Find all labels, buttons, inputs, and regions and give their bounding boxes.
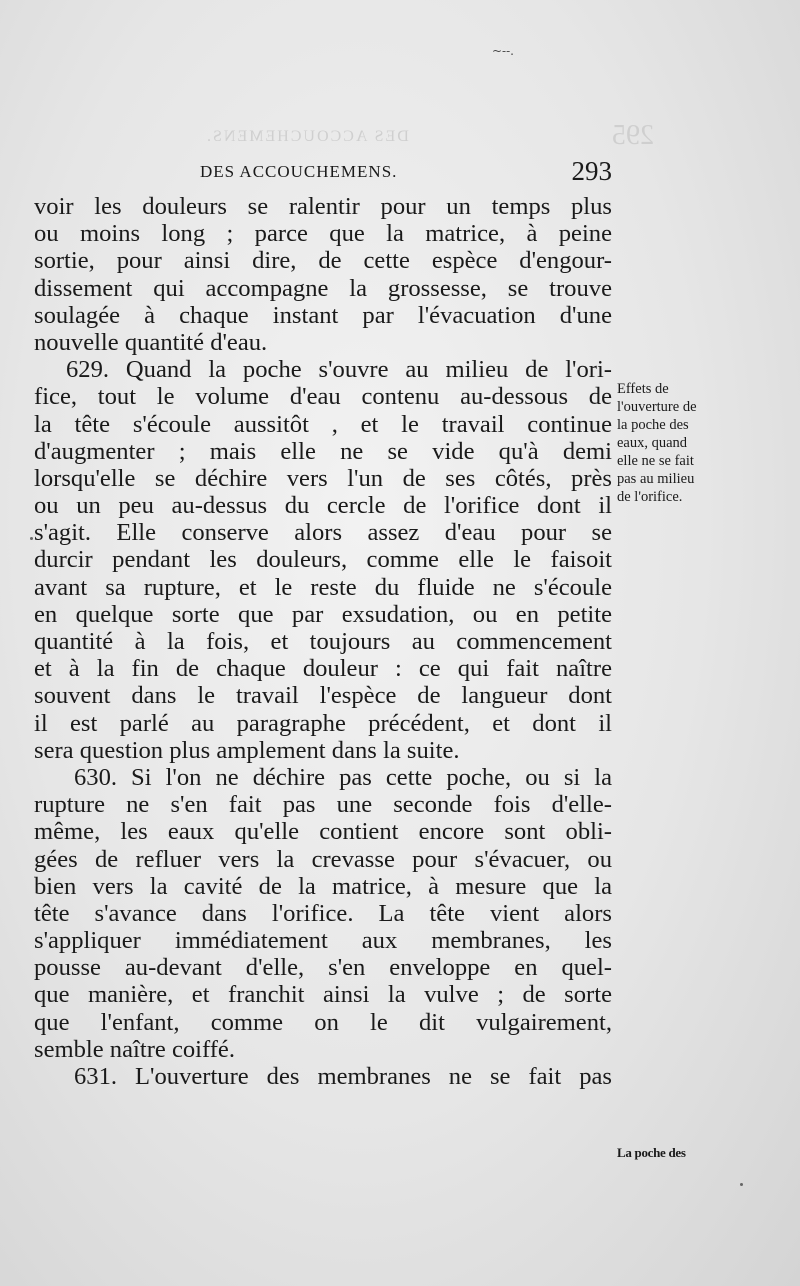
margin-note-line: la poche des	[617, 417, 689, 433]
main-text	[34, 193, 612, 1090]
text-line: que manière, et franchit ainsi la vulve ; de sorte	[34, 981, 612, 1009]
text-line: tête s'avance dans l'orifice. La tête vient alors	[34, 899, 612, 927]
margin-note-line: de l'orifice.	[617, 489, 683, 505]
text-line: semble naître coiffé.	[34, 1035, 235, 1063]
page-number: 293	[571, 156, 612, 186]
margin-note-poche	[617, 1144, 737, 1162]
text-line: en quelque sorte que par exsudation, ou en petite	[34, 600, 612, 628]
margin-note-line: pas au milieu	[617, 471, 695, 487]
paragraph-630-start: 630. Si l'on ne déchire pas cette poche, ou si la	[74, 763, 612, 791]
paragraph-629-start: 629. Quand la poche s'ouvre au milieu de l'ori-	[66, 356, 612, 384]
text-line: et à la fin de chaque douleur : ce qui fait naître	[34, 655, 612, 683]
margin-note-effets	[617, 380, 737, 506]
text-line: sortie, pour ainsi dire, de cette espèce d'engour-	[34, 247, 612, 275]
text-line: que l'enfant, comme on le dit vulgairement,	[34, 1008, 612, 1036]
text-line: sera question plus amplement dans la suite.	[34, 736, 460, 764]
text-line: voir les douleurs se ralentir pour un temps plus	[34, 193, 612, 220]
running-header	[200, 158, 612, 188]
text-line: ou un peu au-dessus du cercle de l'orifice dont il	[34, 492, 612, 520]
text-line: s'agit. Elle conserve alors assez d'eau pour se	[34, 519, 612, 547]
text-line: ou moins long ; parce que la matrice, à peine	[34, 220, 612, 248]
ink-speck	[30, 537, 33, 540]
paragraph-631-start: 631. L'ouverture des membranes ne se fait pas	[74, 1063, 612, 1090]
text-line: rupture ne s'en fait pas une seconde fois d'elle-	[34, 791, 612, 819]
text-line: soulagée à chaque instant par l'évacuation d'une	[34, 301, 612, 329]
margin-note-line: l'ouverture de	[617, 399, 697, 415]
text-line: souvent dans le travail l'espèce de langueur dont	[34, 682, 612, 710]
ink-speck	[740, 1183, 743, 1186]
text-line: dissement qui accompagne la grossesse, se trouve	[34, 274, 612, 302]
text-line: s'appliquer immédiatement aux membranes, les	[34, 927, 612, 955]
text-line: bien vers la cavité de la matrice, à mesure que la	[34, 872, 612, 900]
ink-mark: ~--.	[492, 44, 514, 58]
text-line: avant sa rupture, et le reste du fluide ne s'écoule	[34, 573, 612, 601]
running-title: DES ACCOUCHEMENS.	[200, 162, 398, 181]
text-line: il est parlé au paragraphe précédent, et dont il	[34, 709, 612, 737]
text-line: gées de refluer vers la crevasse pour s'évacuer, ou	[34, 845, 612, 873]
text-line: durcir pendant les douleurs, comme elle le faisoit	[34, 546, 612, 574]
margin-note-line: La poche des	[617, 1145, 686, 1160]
text-line: fice, tout le volume d'eau contenu au-dessous de	[34, 383, 612, 411]
margin-note-line: elle ne se fait	[617, 453, 694, 469]
text-line: la tête s'écoule aussitôt , et le travail continue	[34, 410, 612, 438]
text-line: quantité à la fois, et toujours au commencement	[34, 628, 612, 655]
text-line: nouvelle quantité d'eau.	[34, 328, 268, 356]
text-line: même, les eaux qu'elle contient encore sont obli-	[34, 818, 612, 846]
bleed-through-page-number: 295	[612, 120, 654, 151]
bleed-through-title: DES ACCOUCHEMENS.	[205, 128, 409, 145]
text-line: lorsqu'elle se déchire vers l'un de ses côtés, près	[34, 464, 612, 492]
margin-note-line: Effets de	[617, 381, 669, 397]
text-line: d'augmenter ; mais elle ne se vide qu'à demi	[34, 437, 612, 465]
text-line: pousse au-devant d'elle, s'en enveloppe en quel-	[34, 954, 612, 982]
margin-note-line: eaux, quand	[617, 435, 688, 451]
